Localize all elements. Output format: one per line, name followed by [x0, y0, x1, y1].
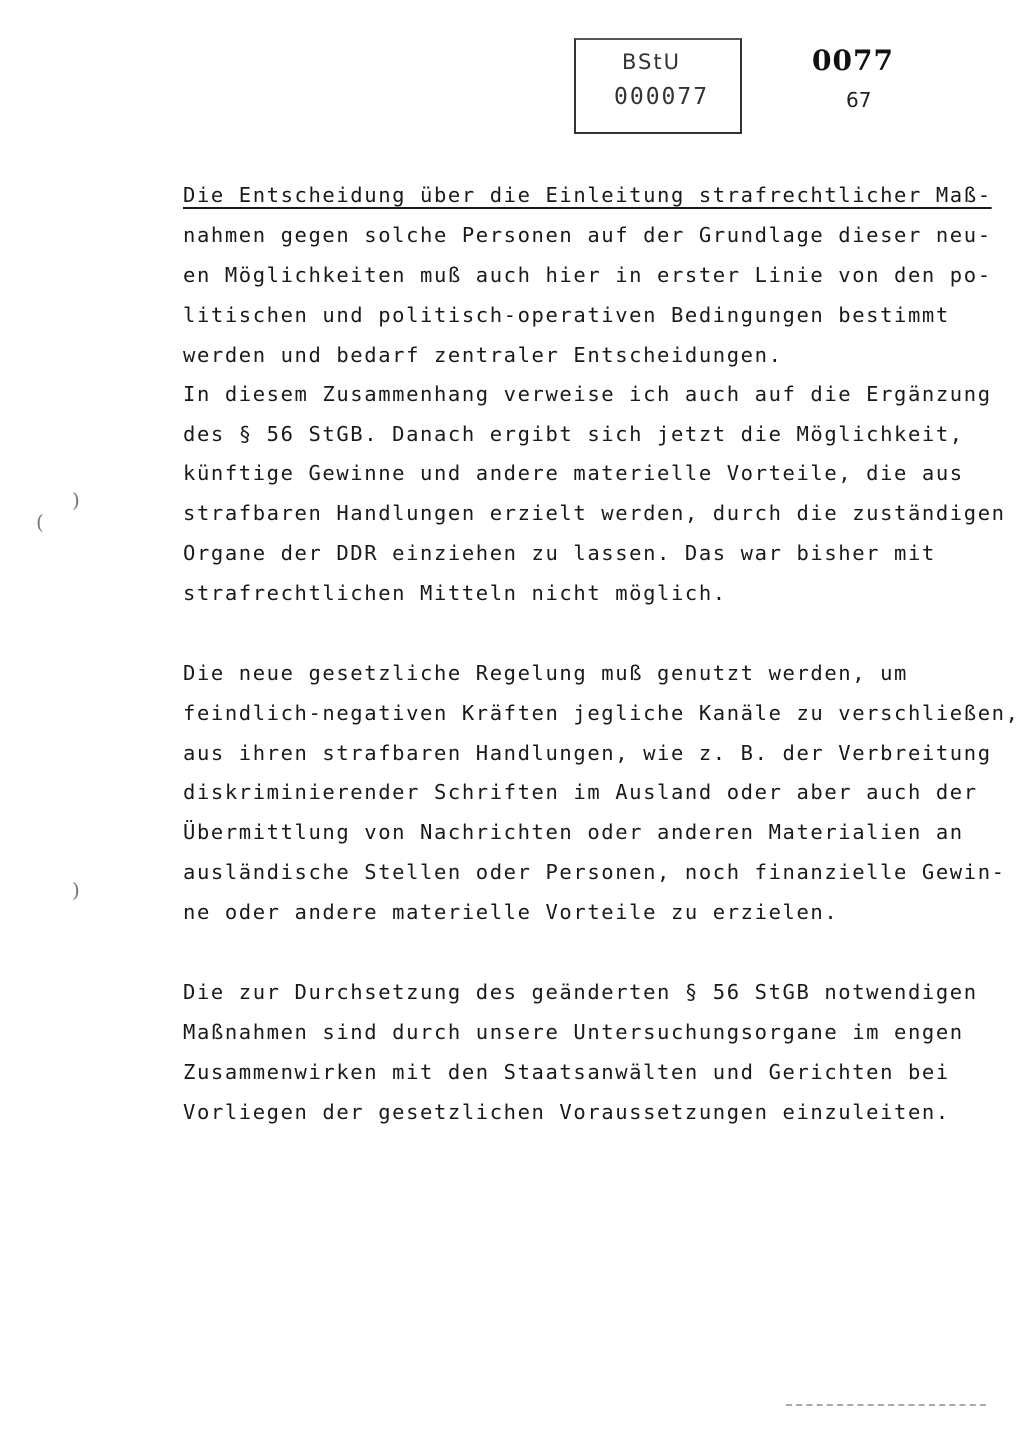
text-line: des § 56 StGB. Danach ergibt sich jetzt die Möglichkeit,	[183, 422, 964, 446]
page-number: 67	[846, 88, 872, 112]
text-line: en Möglichkeiten muß auch hier in erster Linie von den po-	[183, 263, 992, 287]
text-line: nahmen gegen solche Personen auf der Grundlage dieser neu-	[183, 223, 992, 247]
text-line: strafrechtlichen Mitteln nicht möglich.	[183, 581, 727, 605]
text-line: strafbaren Handlungen erzielt werden, durch die zuständigen	[183, 501, 1006, 525]
text-line: ausländische Stellen oder Personen, noch finanzielle Gewin-	[183, 860, 1006, 884]
stamp-line-2: 000077	[614, 84, 710, 110]
text-line: Die Entscheidung über die Einleitung strafrechtlicher Maß-	[183, 183, 992, 207]
text-line: Maßnahmen sind durch unsere Untersuchungsorgane im engen	[183, 1020, 964, 1044]
text-line: diskriminierender Schriften im Ausland oder aber auch der	[183, 780, 978, 804]
text-line: Zusammenwirken mit den Staatsanwälten und Gerichten bei	[183, 1060, 950, 1084]
archive-stamp	[574, 38, 742, 134]
text-line: feindlich-negativen Kräften jegliche Kanäle zu verschließen,	[183, 701, 1020, 725]
text-line: Organe der DDR einziehen zu lassen. Das war bisher mit	[183, 541, 936, 565]
text-line: ne oder andere materielle Vorteile zu erzielen.	[183, 900, 839, 924]
bottom-dashes	[786, 1404, 986, 1406]
text-line: In diesem Zusammenhang verweise ich auch auf die Ergänzung	[183, 382, 992, 406]
margin-mark: )	[72, 488, 80, 512]
file-number: 0077	[812, 44, 894, 77]
margin-mark: )	[72, 878, 80, 902]
text-line: Übermittlung von Nachrichten oder anderen Materialien an	[183, 820, 964, 844]
text-line: künftige Gewinne und andere materielle Vorteile, die aus	[183, 461, 964, 485]
text-line: Die neue gesetzliche Regelung muß genutzt werden, um	[183, 661, 908, 685]
stamp-line-1: BStU	[622, 50, 681, 74]
text-line: aus ihren strafbaren Handlungen, wie z. B. der Verbreitung	[183, 741, 992, 765]
text-line: Die zur Durchsetzung des geänderten § 56 StGB notwendigen	[183, 980, 978, 1004]
text-line: Vorliegen der gesetzlichen Voraussetzungen einzuleiten.	[183, 1100, 950, 1124]
text-line: werden und bedarf zentraler Entscheidungen.	[183, 343, 783, 367]
text-line: litischen und politisch-operativen Bedingungen bestimmt	[183, 303, 950, 327]
margin-mark: (	[36, 510, 44, 534]
